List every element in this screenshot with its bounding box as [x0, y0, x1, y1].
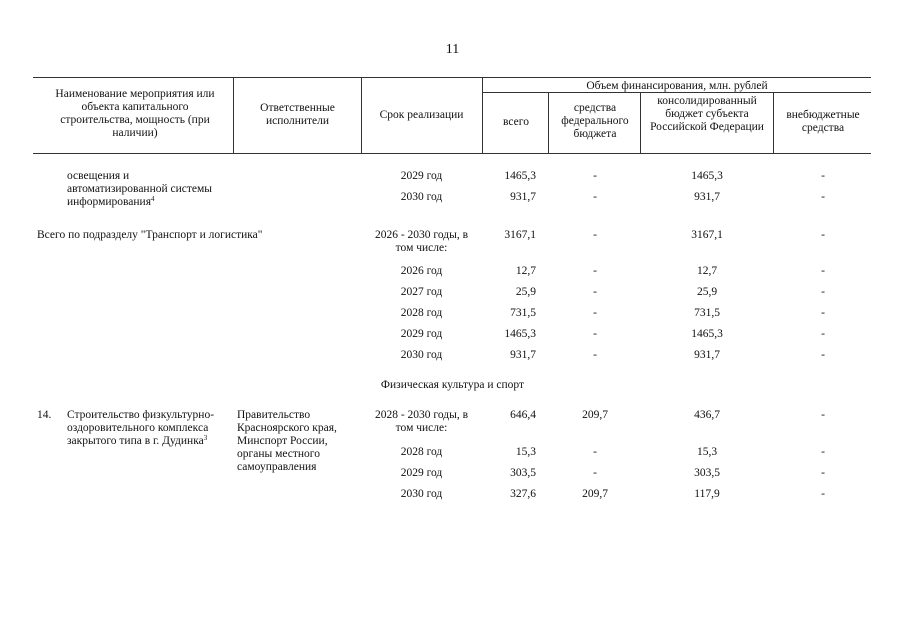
header-extra-column: внебюджетные средства	[786, 109, 860, 134]
col-divider-1	[233, 77, 234, 153]
item-number: 14.	[37, 409, 52, 421]
federal-cell: -	[593, 170, 597, 182]
total-cell: 15,3	[515, 446, 536, 458]
extra-cell: -	[821, 229, 825, 241]
federal-cell: -	[593, 328, 597, 340]
period-cell: 2028 - 2030 годы, в том числе:	[374, 409, 469, 434]
col-divider-3	[482, 77, 483, 153]
table-top-rule	[33, 77, 871, 78]
col-divider-4	[548, 92, 549, 153]
item-responsible: Правительство Красноярского края, Минспорт России, органы местного самоуправления	[237, 409, 337, 473]
federal-cell: 209,7	[582, 409, 608, 421]
col-divider-2	[361, 77, 362, 153]
page-number: 11	[445, 42, 460, 57]
regional-cell: 436,7	[694, 409, 720, 421]
extra-cell: -	[821, 409, 825, 421]
regional-cell: 117,9	[694, 488, 720, 500]
regional-cell: 931,7	[694, 349, 720, 361]
total-cell: 931,7	[510, 349, 536, 361]
header-responsible-column: Ответственные исполнители	[260, 102, 335, 127]
period-cell: 2030 год	[400, 349, 443, 361]
federal-cell: -	[593, 229, 597, 241]
extra-cell: -	[821, 170, 825, 182]
regional-cell: 15,3	[696, 446, 718, 458]
regional-cell: 1465,3	[691, 328, 723, 340]
total-cell: 327,6	[510, 488, 536, 500]
col-divider-5	[640, 92, 641, 153]
federal-cell: -	[593, 349, 597, 361]
total-cell: 25,9	[515, 286, 536, 298]
total-cell: 931,7	[510, 191, 536, 203]
extra-cell: -	[821, 328, 825, 340]
total-cell: 1465,3	[504, 328, 536, 340]
period-cell: 2026 - 2030 годы, в том числе:	[374, 229, 469, 254]
section-title: Физическая культура и спорт	[380, 379, 525, 391]
header-total-column: всего	[503, 116, 529, 128]
total-cell: 731,5	[510, 307, 536, 319]
extra-cell: -	[821, 488, 825, 500]
extra-cell: -	[821, 265, 825, 277]
period-cell: 2027 год	[400, 286, 443, 298]
header-name-column: Наименование мероприятия или объекта капитального строительства, мощность (при наличии)	[55, 88, 215, 139]
total-cell: 1465,3	[504, 170, 536, 182]
header-bottom-rule	[33, 153, 871, 154]
period-cell: 2028 год	[400, 446, 443, 458]
regional-cell: 25,9	[696, 286, 718, 298]
regional-cell: 731,5	[694, 307, 720, 319]
period-cell: 2029 год	[400, 467, 443, 479]
extra-cell: -	[821, 191, 825, 203]
total-cell: 646,4	[510, 409, 536, 421]
extra-cell: -	[821, 286, 825, 298]
federal-cell: -	[593, 265, 597, 277]
federal-cell: 209,7	[582, 488, 608, 500]
total-cell: 3167,1	[504, 229, 536, 241]
item-name-text: Строительство физкультурно-оздоровительного комплекса закрытого типа в г. Дудинка	[67, 409, 215, 447]
cont-item-name-text: освещения и автоматизированной системы информирования	[67, 170, 213, 208]
header-period-column: Срок реализации	[379, 109, 464, 121]
col-divider-6	[773, 92, 774, 153]
federal-cell: -	[593, 191, 597, 203]
period-cell: 2026 год	[400, 265, 443, 277]
period-cell: 2030 год	[400, 191, 443, 203]
total-cell: 12,7	[515, 265, 536, 277]
extra-cell: -	[821, 467, 825, 479]
header-regional-column: консолидированный бюджет субъекта Российской Федерации	[650, 95, 764, 133]
header-funding-group: Объем финансирования, млн. рублей	[586, 80, 768, 92]
cont-item-name	[67, 170, 217, 209]
header-federal-column: средства федерального бюджета	[561, 102, 629, 140]
period-cell: 2029 год	[400, 328, 443, 340]
extra-cell: -	[821, 446, 825, 458]
extra-cell: -	[821, 349, 825, 361]
item-name	[67, 409, 217, 448]
regional-cell: 12,7	[696, 265, 718, 277]
regional-cell: 3167,1	[691, 229, 723, 241]
regional-cell: 931,7	[694, 191, 720, 203]
federal-cell: -	[593, 286, 597, 298]
regional-cell: 303,5	[694, 467, 720, 479]
federal-cell: -	[593, 446, 597, 458]
period-cell: 2030 год	[400, 488, 443, 500]
extra-cell: -	[821, 307, 825, 319]
regional-cell: 1465,3	[691, 170, 723, 182]
total-cell: 303,5	[510, 467, 536, 479]
period-cell: 2029 год	[400, 170, 443, 182]
period-cell: 2028 год	[400, 307, 443, 319]
federal-cell: -	[593, 307, 597, 319]
federal-cell: -	[593, 467, 597, 479]
item-footnote: 3	[203, 434, 208, 442]
subtotal-label: Всего по подразделу "Транспорт и логистика"	[37, 229, 263, 241]
cont-item-footnote: 4	[151, 195, 155, 203]
